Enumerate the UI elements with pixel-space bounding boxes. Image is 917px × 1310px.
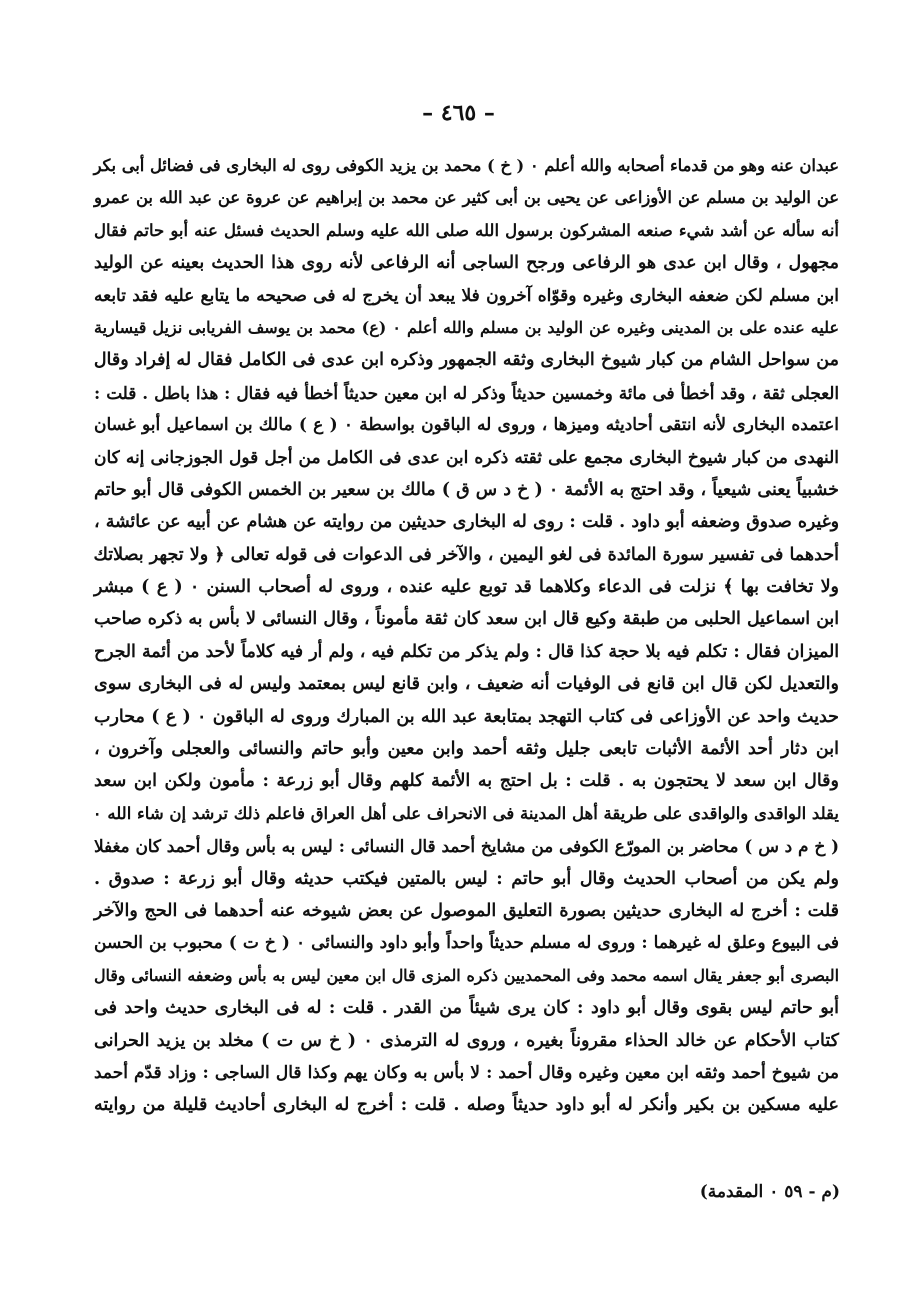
text-line: ولم يكن من أصحاب الحديث وقال أبو حاتم : ليس بالمتين فيكتب حديثه وقال أبو زرعة : صدوق . xyxy=(94,868,839,889)
text-line: ابن مسلم لكن ضعفه البخارى وغيره وقوّاه آخرون فلا يبعد أن يخرج له فى صحيحه ما يتابع عليه فقد تابعه xyxy=(94,285,839,306)
signature-mark: (م - ٥٩ ٠ المقدمة) xyxy=(699,1182,840,1202)
text-line: قلت : أخرج له البخارى حديثين بصورة التعليق الموصول عن بعض شيوخه عنه أحدهما فى الحج والآخر xyxy=(94,900,839,921)
text-line: وقال ابن سعد لا يحتجون به . قلت : بل احتج به الأئمة كلهم وقال أبو زرعة : مأمون ولكن ابن سعد xyxy=(94,771,839,792)
text-line: من سواحل الشام من كبار شيوخ البخارى وثقه الجمهور وذكره ابن عدى فى الكامل فقال له إفراد وقال xyxy=(93,350,839,371)
text-line: من شيوخ أحمد وثقه ابن معين وغيره وقال أحمد : لا بأس به وكان يهم وكذا قال الساجى : وزاد قدّم أحمد xyxy=(94,1062,839,1083)
text-line: البصرى أبو جعفر يقال اسمه محمد وفى المحمديين ذكره المزى قال ابن معين ليس به بأس وضعفه النسائى وقال xyxy=(94,965,839,985)
text-line: عبدان عنه وهو من قدماء أصحابه والله أعلم ٠ ( خ ) محمد بن يزيد الكوفى روى له البخارى فى فضائل أبى بكر xyxy=(93,156,839,175)
text-line: والتعديل لكن قال ابن قانع فى الوفيات أنه ضعيف ، وابن قانع ليس بمعتمد وليس له فى البخارى سوى xyxy=(94,674,839,695)
text-line: ولا تخافت بها ﴾ نزلت فى الدعاء وكلاهما قد توبع عليه عنده ، وروى له أصحاب السنن ٠ ( ع ) مبشر xyxy=(94,577,840,598)
text-line: عن الوليد بن مسلم عن الأوزاعى عن يحيى بن أبى كثير عن محمد بن إبراهيم عن عروة عن عبد الله بن عمرو xyxy=(94,188,839,208)
text-line: مجهول ، وقال ابن عدى هو الرفاعى ورجح الساجى أنه الرفاعى لأنه روى هذا الحديث بعينه عن الوليد xyxy=(94,253,839,274)
text-line: أنه سأله عن أشد شيء صنعه المشركون برسول الله صلى الله عليه وسلم الحديث فسئل عنه أبو حاتم فقال xyxy=(94,220,839,240)
text-line: حديث واحد عن الأوزاعى فى كتاب التهجد بمتابعة عبد الله بن المبارك وروى له الباقون ٠ ( ع ) محارب xyxy=(94,706,839,727)
text-line: يقلد الواقدى والواقدى على طريقة أهل المدينة فى الانحراف على أهل العراق فاعلم ذلك ترشد إن شاء الله ٠ xyxy=(92,803,839,823)
text-line: ( خ م د س ) محاضر بن المورّع الكوفى من مشايخ أحمد قال النسائى : ليس به بأس وقال أحمد كان مغفلا xyxy=(94,836,839,857)
text-line: النهدى من كبار شيوخ البخارى مجمع على ثقته ذكره ابن عدى فى الكامل من أجل قول الجوزجانى إنه كان xyxy=(94,447,839,468)
text-line: الميزان فقال : تكلم فيه بلا حجة كذا قال : ولم يذكر من تكلم فيه ، ولم أر فيه كلاماً لأحد من أئمة الجرح xyxy=(94,641,839,662)
text-line: كتاب الأحكام عن خالد الحذاء مقروناً بغيره ، وروى له الترمذى ٠ ( خ س ت ) مخلد بن يزيد الحرانى xyxy=(94,1030,839,1051)
text-line: ابن دثار أحد الأئمة الأثبات تابعى جليل وثقه أحمد وابن معين وأبو حاتم والنسائى والعجلى وآخرون ، xyxy=(94,739,839,760)
text-line: اعتمده البخارى لأنه انتقى أحاديثه وميزها ، وروى له الباقون بواسطة ٠ ( ع ) مالك بن اسماعيل أبو غسان xyxy=(94,415,839,436)
body-text xyxy=(94,150,839,1122)
text-line: وغيره صدوق وضعفه أبو داود . قلت : روى له البخارى حديثين من روايته عن هشام عن أبيه عن عائشة ، xyxy=(94,512,839,533)
page-number: – ٤٦٥ – xyxy=(422,100,495,126)
text-line: عليه عنده على بن المدينى وغيره عن الوليد بن مسلم والله أعلم ٠ (ع) محمد بن يوسف الفريابى نزيل قيسارية xyxy=(94,317,840,337)
text-line: فى البيوع وعلق له غيرهما : وروى له مسلم حديثاً واحداً وأبو داود والنسائى ٠ ( خ ت ) محبوب بن الحسن xyxy=(94,933,839,954)
text-line: أبو حاتم ليس بقوى وقال أبو داود : كان يرى شيئاً من القدر . قلت : له فى البخارى حديث واحد فى xyxy=(94,998,839,1019)
text-line: أحدهما فى تفسير سورة المائدة فى لغو اليمين ، والآخر فى الدعوات فى قوله تعالى ﴿ ولا تجهر بصلاتك xyxy=(93,544,839,565)
text-line: العجلى ثقة ، وقد أخطأ فى مائة وخمسين حديثاً وذكر له ابن معين حديثاً أخطأ فيه فقال : هذا باطل . قلت : xyxy=(94,382,839,403)
text-line: عليه مسكين بن بكير وأنكر له أبو داود حديثاً وصله . قلت : أخرج له البخارى أحاديث قليلة من روايته xyxy=(94,1095,839,1116)
text-line: ابن اسماعيل الحلبى من طبقة وكيع قال ابن سعد كان ثقة مأموناً ، وقال النسائى لا بأس به ذكره صاحب xyxy=(94,609,839,630)
text-line: خشبياً يعنى شيعياً ، وقد احتج به الأئمة ٠ ( خ د س ق ) مالك بن سعير بن الخمس الكوفى قال أبو حاتم xyxy=(94,479,839,500)
